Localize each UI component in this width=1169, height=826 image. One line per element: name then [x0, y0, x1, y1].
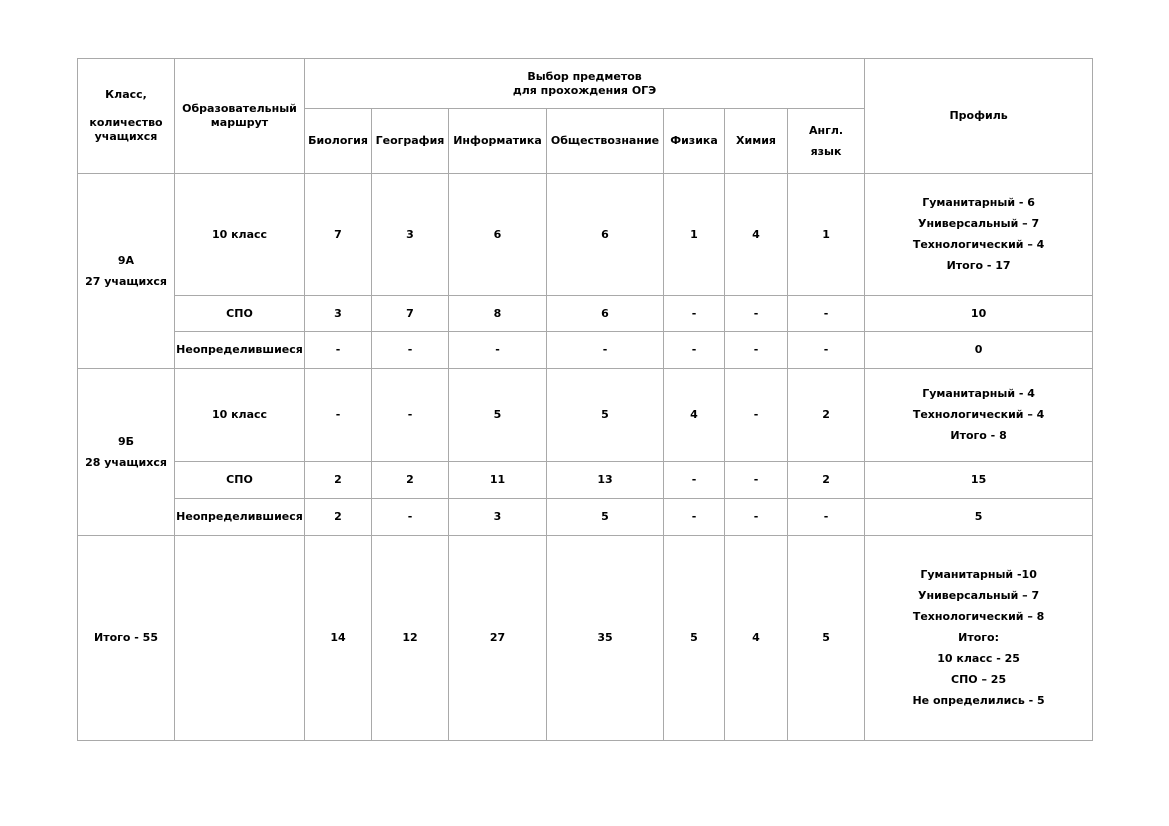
profile-cell: 5 — [865, 499, 1093, 536]
total-value-cell: 4 — [725, 536, 788, 741]
profile-total-line: Не определились - 5 — [912, 694, 1045, 707]
total-value-cell: 12 — [372, 536, 449, 741]
value-cell: - — [725, 462, 788, 499]
header-subject-chemistry: Химия — [725, 109, 788, 174]
value-cell: 2 — [788, 462, 865, 499]
class-name: 9А — [117, 253, 135, 267]
header-class-line2: количество — [89, 116, 163, 129]
value-cell: - — [664, 499, 725, 536]
table-row — [78, 174, 1093, 296]
header-subjects-group — [305, 59, 865, 109]
total-value-cell: 5 — [664, 536, 725, 741]
value-cell: 2 — [788, 369, 865, 462]
header-class-line3: учащихся — [94, 130, 158, 143]
table-row — [78, 296, 1093, 332]
header-profile: Профиль — [865, 59, 1093, 174]
value-cell: 2 — [305, 462, 372, 499]
value-cell: 3 — [449, 499, 547, 536]
value-cell: - — [664, 296, 725, 332]
header-subject-physics: Физика — [664, 109, 725, 174]
value-cell: 6 — [547, 174, 664, 296]
header-english-line2: язык — [810, 144, 842, 158]
value-cell: - — [305, 369, 372, 462]
route-cell: Неопределившиеся — [175, 499, 305, 536]
value-cell: - — [372, 369, 449, 462]
value-cell: 8 — [449, 296, 547, 332]
total-route-empty — [175, 536, 305, 741]
header-subject-informatics: Информатика — [449, 109, 547, 174]
value-cell: - — [372, 332, 449, 369]
header-subject-biology: Биология — [305, 109, 372, 174]
value-cell: 1 — [664, 174, 725, 296]
profile-cell — [865, 174, 1093, 296]
class-name: 9Б — [117, 434, 135, 448]
value-cell: - — [788, 499, 865, 536]
header-subject-geography: География — [372, 109, 449, 174]
value-cell: 6 — [547, 296, 664, 332]
value-cell: 5 — [449, 369, 547, 462]
value-cell: - — [449, 332, 547, 369]
total-value-cell: 14 — [305, 536, 372, 741]
profile-total-line: СПО – 25 — [951, 673, 1007, 686]
value-cell: - — [664, 332, 725, 369]
header-route-line1: Образовательный — [182, 102, 297, 115]
value-cell: - — [725, 332, 788, 369]
profile-line: Технологический – 4 — [912, 238, 1045, 251]
header-class-count — [78, 59, 175, 174]
value-cell: 2 — [305, 499, 372, 536]
value-cell: 7 — [372, 296, 449, 332]
profile-total-line: 10 класс - 25 — [937, 652, 1020, 665]
profile-line: Гуманитарный - 4 — [922, 387, 1035, 400]
class-cell-9a — [78, 174, 175, 369]
table-row — [78, 369, 1093, 462]
value-cell: - — [372, 499, 449, 536]
value-cell: 5 — [547, 499, 664, 536]
header-class-line1: Класс, — [105, 88, 147, 101]
value-cell: 7 — [305, 174, 372, 296]
route-cell: Неопределившиеся — [175, 332, 305, 369]
value-cell: 3 — [372, 174, 449, 296]
value-cell: 6 — [449, 174, 547, 296]
header-english-line1: Англ. — [808, 123, 844, 137]
class-students: 28 учащихся — [85, 455, 167, 469]
profile-line: Гуманитарный -10 — [920, 568, 1037, 581]
header-route — [175, 59, 305, 174]
total-value-cell: 35 — [547, 536, 664, 741]
value-cell: 4 — [664, 369, 725, 462]
profile-cell: 15 — [865, 462, 1093, 499]
profile-line: Универсальный – 7 — [918, 589, 1040, 602]
profile-total: Итого - 17 — [946, 259, 1011, 272]
value-cell: - — [547, 332, 664, 369]
value-cell: 11 — [449, 462, 547, 499]
route-cell: 10 класс — [175, 369, 305, 462]
header-subjects-line1: Выбор предметов — [527, 69, 642, 83]
header-subjects-line2: для прохождения ОГЭ — [512, 83, 657, 97]
value-cell: 2 — [372, 462, 449, 499]
profile-cell — [865, 369, 1093, 462]
header-subject-english — [788, 109, 865, 174]
table-row — [78, 332, 1093, 369]
value-cell: - — [664, 462, 725, 499]
profile-cell: 10 — [865, 296, 1093, 332]
value-cell: 4 — [725, 174, 788, 296]
total-value-cell: 5 — [788, 536, 865, 741]
profile-line: Гуманитарный - 6 — [922, 196, 1035, 209]
profile-total: Итого - 8 — [950, 429, 1007, 442]
oge-subject-choice-table — [77, 58, 1093, 741]
table-row — [78, 499, 1093, 536]
profile-line: Технологический – 4 — [912, 408, 1045, 421]
value-cell: 5 — [547, 369, 664, 462]
route-cell: СПО — [175, 462, 305, 499]
profile-line: Технологический – 8 — [912, 610, 1045, 623]
header-subject-social-studies: Обществознание — [547, 109, 664, 174]
route-cell: 10 класс — [175, 174, 305, 296]
total-label: Итого - 55 — [78, 536, 175, 741]
value-cell: - — [725, 369, 788, 462]
value-cell: 13 — [547, 462, 664, 499]
route-cell: СПО — [175, 296, 305, 332]
table-row — [78, 462, 1093, 499]
header-row-1 — [78, 59, 1093, 109]
value-cell: - — [305, 332, 372, 369]
class-cell-9b — [78, 369, 175, 536]
profile-line: Универсальный – 7 — [918, 217, 1040, 230]
value-cell: 1 — [788, 174, 865, 296]
value-cell: - — [788, 296, 865, 332]
value-cell: - — [725, 296, 788, 332]
total-value-cell: 27 — [449, 536, 547, 741]
class-students: 27 учащихся — [85, 274, 167, 288]
header-route-line2: маршрут — [210, 116, 269, 129]
value-cell: 3 — [305, 296, 372, 332]
value-cell: - — [788, 332, 865, 369]
profile-cell: 0 — [865, 332, 1093, 369]
total-row — [78, 536, 1093, 741]
profile-total-line: Итого: — [958, 631, 999, 644]
value-cell: - — [725, 499, 788, 536]
total-profile-cell — [865, 536, 1093, 741]
